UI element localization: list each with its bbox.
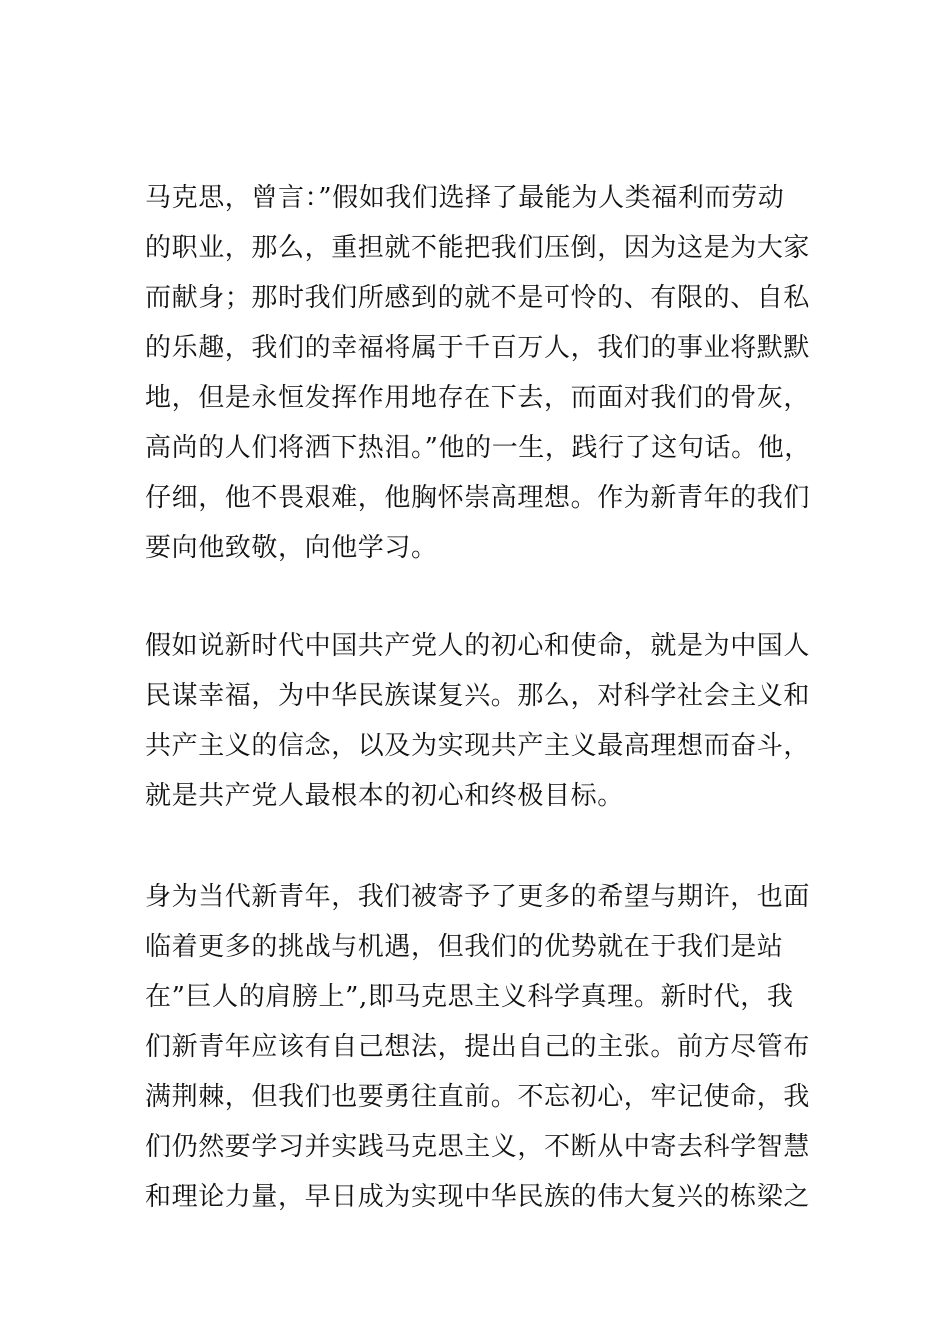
text-line: 就是共产党人最根本的初心和终极目标。 [145, 781, 624, 811]
paragraph-new-youth [145, 872, 835, 1222]
text-line: 仔细，他不畏艰难，他胸怀崇高理想。作为新青年的我们 [145, 483, 811, 513]
text-line: 高尚的人们将洒下热泪。”他的一生，践行了这句话。他， [145, 433, 811, 463]
text-line: 满荆棘，但我们也要勇往直前。不忘初心，牢记使命，我 [145, 1082, 811, 1112]
text-line: 们新青年应该有自己想法，提出自己的主张。前方尽管布 [145, 1032, 811, 1062]
text-line: 的乐趣，我们的幸福将属于千百万人，我们的事业将默默 [145, 333, 811, 363]
text-line: 在”巨人的肩膀上”,即马克思主义科学真理。新时代，我 [145, 982, 794, 1012]
text-line: 共产主义的信念，以及为实现共产主义最高理想而奋斗， [145, 731, 811, 761]
text-line: 身为当代新青年，我们被寄予了更多的希望与期许，也面 [145, 882, 811, 912]
text-line: 要向他致敬，向他学习。 [145, 533, 438, 563]
text-line: 民谋幸福，为中华民族谋复兴。那么，对科学社会主义和 [145, 681, 811, 711]
text-line: 地，但是永恒发挥作用地存在下去，而面对我们的骨灰， [145, 383, 811, 413]
paragraph-marx-quote [145, 173, 835, 573]
text-line: 假如说新时代中国共产党人的初心和使命，就是为中国人 [145, 631, 811, 661]
text-line: 的职业，那么，重担就不能把我们压倒，因为这是为大家 [145, 233, 811, 263]
text-line: 临着更多的挑战与机遇，但我们的优势就在于我们是站 [145, 932, 784, 962]
text-line: 马克思，曾言：”假如我们选择了最能为人类福利而劳动 [145, 183, 785, 213]
text-line: 而献身；那时我们所感到的就不是可怜的、有限的、自私 [145, 283, 811, 313]
text-line: 和理论力量，早日成为实现中华民族的伟大复兴的栋梁之 [145, 1182, 811, 1212]
text-line: 们仍然要学习并实践马克思主义，不断从中寄去科学智慧 [145, 1132, 811, 1162]
paragraph-original-aspiration [145, 621, 835, 821]
